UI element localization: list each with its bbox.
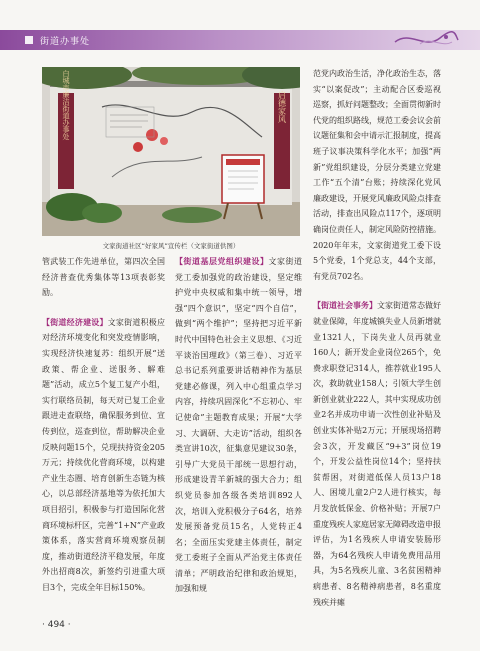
photo-caption: 文家街道社区“好家风”宣传栏（文家街道供图） xyxy=(102,242,240,250)
photo-illustration xyxy=(42,67,300,236)
paragraph: 文家街道党工委加强党的政治建设，坚定维护党中央权威和集中统一领导，增强“四个意识”，坚定“四个自信”，做到“两个维护”；坚持把习近平新时代中国特色社会主义思想、《习近平谈治国理政》（第三卷）、习近平总书记系列重要讲话精神作为基层党建必修课，列入中心组重点学习内容，持续巩固深化“不忘初心、牢记使命”主题教育成果；开展“大学习、大调研、大走访”活动，组织各类宣讲10次，征集意见建议30条，引导广大党员干部统一思想行动，形成建设青羊新城的强大合力；组织党员参加各级各类培训892人次，培训入党积极分子64名，培养发展预备党员15名，人党转正4名；全面压实党建主体责任，制定党工委班子全面从严治党主体责任清单；严明政治纪律和政治规矩，加强和规 xyxy=(175,257,302,594)
photo xyxy=(42,67,300,236)
header-bullet-icon xyxy=(24,35,34,45)
column-1 xyxy=(42,254,165,595)
header-ornament-icon xyxy=(390,28,460,52)
section-party-building xyxy=(175,254,302,597)
column-3 xyxy=(313,66,441,610)
paragraph: 文家街道积极应对经济环境变化和突发疫情影响，实现经济快速复苏：组织开展“送政策、帮企业、送服务、解难题”活动，成立5个复工复产小组，实行联络员制，每天对已复工企业跟进走查联络，确保服务到位、宣传到位，巡查到位，帮助解决企业反映问题15个，兑现扶持资金205万元；持续优化营商环境，以构建产业生态圈、培育创新生态链为核心，以总部经济基地等为依托加大项目招引，积极参与打造国际化营商环境标杆区，完善“1+N”产业政策体系，落实营商环境观察员制度，推动街道经济平稳发展，年度外出招商8次，新签约引进重大项目3个，完成全年目标150%。 xyxy=(42,317,166,592)
section-economy xyxy=(42,315,165,596)
section-social-affairs xyxy=(313,298,441,610)
column-2 xyxy=(175,254,302,597)
section-heading: 【街道基层党组织建设】 xyxy=(175,257,269,266)
paragraph: 管武装工作先进单位，第四次全国经济普查优秀集体等13项表彰奖励。 xyxy=(42,257,165,298)
section-heading: 【街道社会事务】 xyxy=(313,301,377,311)
paragraph: 范党内政治生活，净化政治生态，落实“以案促改”；主动配合区委巡视巡察，抓好问题整改；全面贯彻新时代党的组织路线，规范工委会议会前议题征集和会中请示汇报制度，提高班子议事决策科学化水平；加强“两新”党组织建设，分层分类建立党建工作“五个清”台账；持续深化党风廉政建设，开展党风廉政风险点排查活动，排查出风险点117个，逐项明确岗位责任人，制定风险防控措施。2020年年末，文家街道党工委下设5个党委，1个党总支，44个支部，有党员702名。 xyxy=(313,69,441,281)
page-number: · 494 · xyxy=(42,620,71,630)
right-banner-text: 启德家风 xyxy=(277,91,287,123)
paragraph: 文家街道常态做好就业保障，年度城镇失业人员新增就业1321人，下岗失业人员再就业160人；新开发企业岗位265个，免费求职登记314人，推荐就业195人次，救助就业158人；引领大学生创新创业就业222人，其中实现成功创业2名并成功申请一次性创业补贴及创业实体补贴2万元；开展现场招聘会3次，开发藏区“9+3”岗位19个，开发公益性岗位14个；坚持扶贫帮困，对街道低保人员13户18人、困境儿童2户2人进行核实，每月发放低保金、价格补贴；开展7户重度残疾人家庭居家无障碍改造申报评估，为1名残疾人申请安装肠形器，为64名残疾人申请免费用品用具，为5名残疾儿童、3名贫困精神病患者、8名精神病患者，8名重度残疾并瘫 xyxy=(313,301,441,607)
section-title: 街道办事处 xyxy=(40,37,91,47)
page-header xyxy=(0,0,480,62)
left-banner-text: 白城市廉洁街道办事处 xyxy=(62,70,70,140)
section-heading: 【街道经济建设】 xyxy=(42,317,108,327)
